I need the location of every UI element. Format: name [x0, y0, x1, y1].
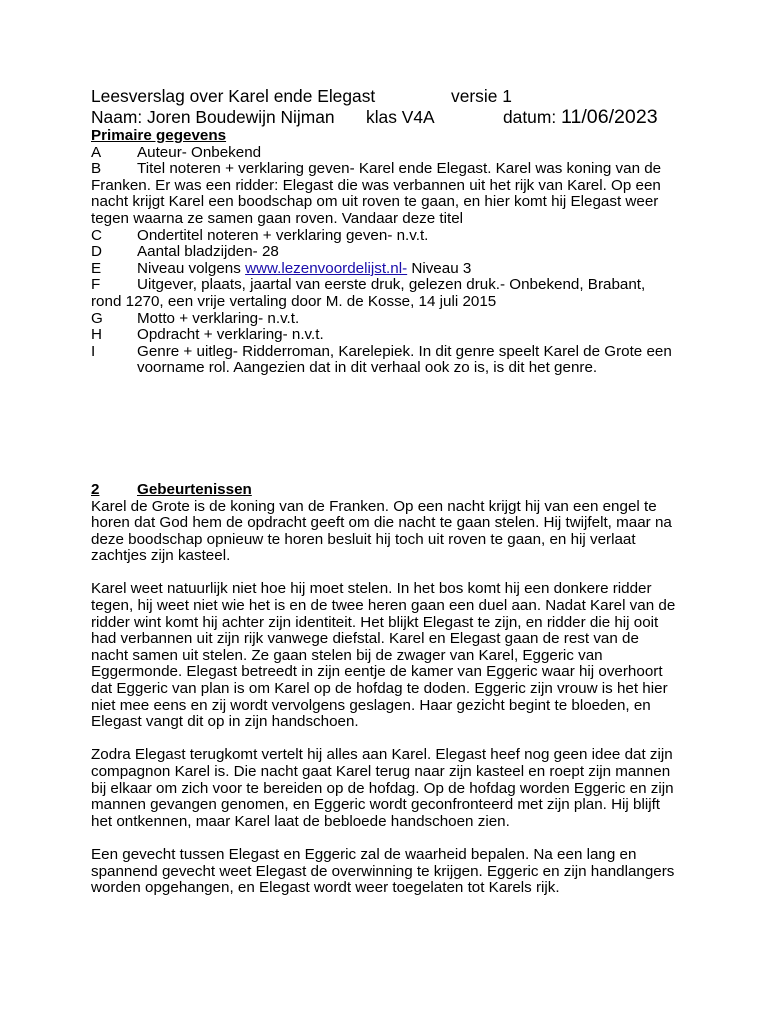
- class-label: klas V4A: [366, 107, 435, 127]
- item-letter: E: [91, 259, 102, 277]
- item-letter: C: [91, 226, 102, 244]
- header-line-1: [91, 86, 676, 107]
- item-text: Uitgever, plaats, jaartal van eerste druk, gelezen druk.- Onbekend, Brabant, rond 1270, een vrije vertaling door M. de Kosse, 14 juli 2015: [91, 276, 646, 310]
- list-item-e: [91, 261, 676, 278]
- paragraph: Karel de Grote is de koning van de Franken. Op een nacht krijgt hij van een engel te horen dat God hem de opdracht geeft om die nacht te gaan stelen. Hij twijfelt, maar na deze boodschap opnieuw te horen besluit hij toch uit roven te gaan, en hij verlaat zachtjes zijn kasteel.: [91, 497, 672, 565]
- author-name: Naam: Joren Boudewijn Nijman: [91, 107, 335, 127]
- item-text: Genre + uitleg- Ridderroman, Karelepiek. In dit genre speelt Karel de Grote een voorname rol. Aangezien dat in dit verhaal ook zo is, is dit het genre.: [137, 342, 672, 377]
- item-letter: F: [91, 276, 101, 294]
- item-letter: D: [91, 243, 102, 261]
- section-2-number: 2: [91, 480, 100, 498]
- item-letter: B: [91, 160, 102, 178]
- date-field: [503, 107, 658, 128]
- section-2-heading: [91, 482, 676, 499]
- section-2-title: Gebeurtenissen: [137, 480, 252, 498]
- item-text: Aantal bladzijden- 28: [137, 243, 279, 261]
- paragraph: Karel weet natuurlijk niet hoe hij moet stelen. In het bos komt hij een donkere ridder tegen, hij weet niet wie het is en de twee heren gaan een duel aan. Nadat Karel van de ridder wint komt hij achter zijn identiteit. Het blijkt Elegast te zijn, en ridder die hij ooit had verbannen uit zijn rijk vanwege diefstal. Karel en Elegast gaan de rest van de nacht samen uit stelen. Ze gaan stelen bij de zwager van Karel, Eggeric van Eggermonde. Elegast betreedt in zijn eentje de kamer van Eggeric waar hij overhoort dat Eggeric van plan is om Karel op de hofdag te doden. Eggeric zijn vrouw is het hier niet mee eens en zij wordt vervolgens geslagen. Haar gezicht begint te bloeden, en Elegast vangt dit op in zijn handschoen.: [91, 580, 676, 731]
- item-letter: G: [91, 309, 103, 327]
- item-text: Opdracht + verklaring- n.v.t.: [137, 326, 324, 344]
- list-item-h: [91, 327, 676, 344]
- list-item-g: [91, 311, 676, 328]
- document-page: [91, 86, 676, 913]
- item-text: Auteur- Onbekend: [137, 143, 262, 161]
- version-label: versie 1: [451, 86, 512, 106]
- list-item-f: [91, 277, 676, 310]
- item-text: Motto + verklaring- n.v.t.: [137, 309, 300, 327]
- list-item-i: [91, 344, 676, 377]
- list-item-c: [91, 228, 676, 245]
- item-text: Ondertitel noteren + verklaring geven- n.v.t.: [137, 226, 429, 244]
- section-1-title: Primaire gegevens: [91, 127, 227, 144]
- date-label: datum:: [503, 107, 557, 127]
- item-letter: H: [91, 326, 102, 344]
- list-item-d: [91, 244, 676, 261]
- list-item-a: [91, 145, 676, 162]
- website-link[interactable]: www.lezenvoordelijst.nl-: [245, 259, 408, 277]
- paragraph: Zodra Elegast terugkomt vertelt hij alles aan Karel. Elegast heef nog geen idee dat zijn compagnon Karel is. Die nacht gaat Karel terug naar zijn kasteel en roept zijn mannen bij elkaar om zich voor te bereiden op de hofdag. Op de hofdag worden Eggeric en zijn mannen gevangen genomen, en Eggeric wordt geconfronteerd met zijn plan. Hij blijft het ontkennen, maar Karel laat de bebloede handschoen zien.: [91, 746, 674, 830]
- list-item-b: [91, 161, 676, 227]
- item-text: Titel noteren + verklaring geven- Karel ende Elegast. Karel was koning van de Franken. Er was een ridder: Elegast die was verbannen uit het rijk van Karel. Op een nacht krijgt Karel een boodschap om uit roven te gaan, en hier komt hij Elegast weer tegen waarna ze samen gaan roven. Vandaar deze titel: [91, 160, 662, 227]
- header-line-2: [91, 107, 676, 128]
- item-letter: I: [91, 342, 96, 360]
- item-text-before: Niveau volgens: [137, 259, 246, 277]
- paragraph: Een gevecht tussen Elegast en Eggeric zal de waarheid bepalen. Na een lang en spannend gevecht weet Elegast de overwinning te krijgen. Eggeric en zijn handlangers worden opgehangen, en Elegast wordt weer toegelaten tot Karels rijk.: [91, 845, 675, 897]
- item-letter: A: [91, 143, 102, 161]
- spacer: [91, 377, 676, 482]
- date-value: 11/06/2023: [561, 106, 658, 128]
- document-title: Leesverslag over Karel ende Elegast: [91, 86, 376, 106]
- item-text-after: Niveau 3: [407, 259, 472, 277]
